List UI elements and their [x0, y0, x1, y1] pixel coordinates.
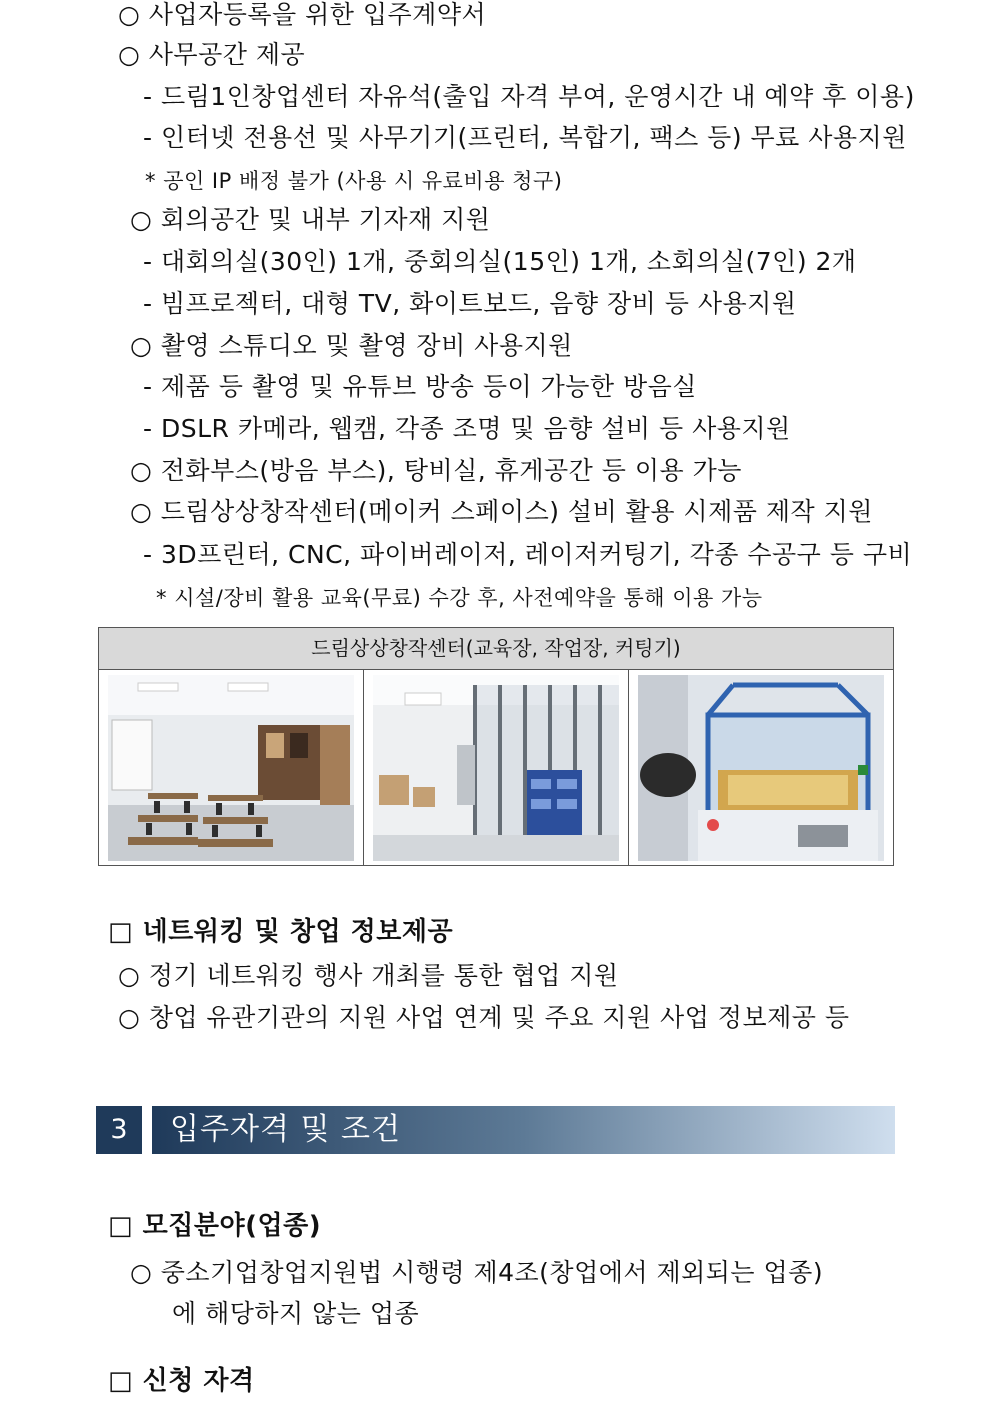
note: * 공인 IP 배정 불가 (사용 시 유료비용 청구) — [145, 169, 563, 193]
list-item: - 제품 등 촬영 및 유튜브 방송 등이 가능한 방음실 — [143, 372, 697, 401]
photo-cell — [99, 670, 364, 866]
photo-box — [98, 627, 894, 866]
laser-cutter-photo — [638, 675, 884, 861]
list-item: ○ 사무공간 제공 — [118, 40, 306, 69]
list-item: - 드림1인창업센터 자유석(출입 자격 부여, 운영시간 내 예약 후 이용) — [143, 82, 915, 111]
photo-cell — [629, 670, 893, 866]
list-item: ○ 정기 네트워킹 행사 개최를 통한 협업 지원 — [118, 961, 619, 990]
list-item: ○ 촬영 스튜디오 및 촬영 장비 사용지원 — [130, 331, 573, 360]
classroom-photo — [108, 675, 354, 861]
list-item: ○ 사업자등록을 위한 입주계약서 — [118, 0, 487, 29]
list-item: - 대회의실(30인) 1개, 중회의실(15인) 1개, 소회의실(7인) 2개 — [143, 247, 857, 276]
photo-box-caption: 드림상상창작센터(교육장, 작업장, 커팅기) — [99, 628, 893, 670]
list-item: ○ 전화부스(방음 부스), 탕비실, 휴게공간 등 이용 가능 — [130, 456, 742, 485]
list-item: - 인터넷 전용선 및 사무기기(프린터, 복합기, 팩스 등) 무료 사용지원 — [143, 123, 907, 152]
list-item: ○ 창업 유관기관의 지원 사업 연계 및 주요 지원 사업 정보제공 등 — [118, 1003, 850, 1032]
workshop-photo — [373, 675, 619, 861]
section-title: 입주자격 및 조건 — [152, 1106, 895, 1154]
list-item: - 3D프린터, CNC, 파이버레이저, 레이저커팅기, 각종 수공구 등 구비 — [143, 540, 913, 569]
list-item-continuation: 에 해당하지 않는 업종 — [172, 1299, 420, 1328]
qualification-heading: □ 신청 자격 — [108, 1366, 255, 1396]
list-item: ○ 회의공간 및 내부 기자재 지원 — [130, 205, 491, 234]
list-item: - 빔프로젝터, 대형 TV, 화이트보드, 음향 장비 등 사용지원 — [143, 289, 797, 318]
networking-heading: □ 네트워킹 및 창업 정보제공 — [108, 917, 454, 947]
section-number: 3 — [96, 1106, 142, 1154]
list-item: ○ 드림상상창작센터(메이커 스페이스) 설비 활용 시제품 제작 지원 — [130, 497, 873, 526]
list-item: ○ 중소기업창업지원법 시행령 제4조(창업에서 제외되는 업종) — [130, 1258, 824, 1287]
note: * 시설/장비 활용 교육(무료) 수강 후, 사전예약을 통해 이용 가능 — [156, 586, 763, 610]
recruit-heading: □ 모집분야(업종) — [108, 1211, 322, 1241]
list-item: - DSLR 카메라, 웹캠, 각종 조명 및 음향 설비 등 사용지원 — [143, 414, 791, 443]
photo-cell — [364, 670, 629, 866]
